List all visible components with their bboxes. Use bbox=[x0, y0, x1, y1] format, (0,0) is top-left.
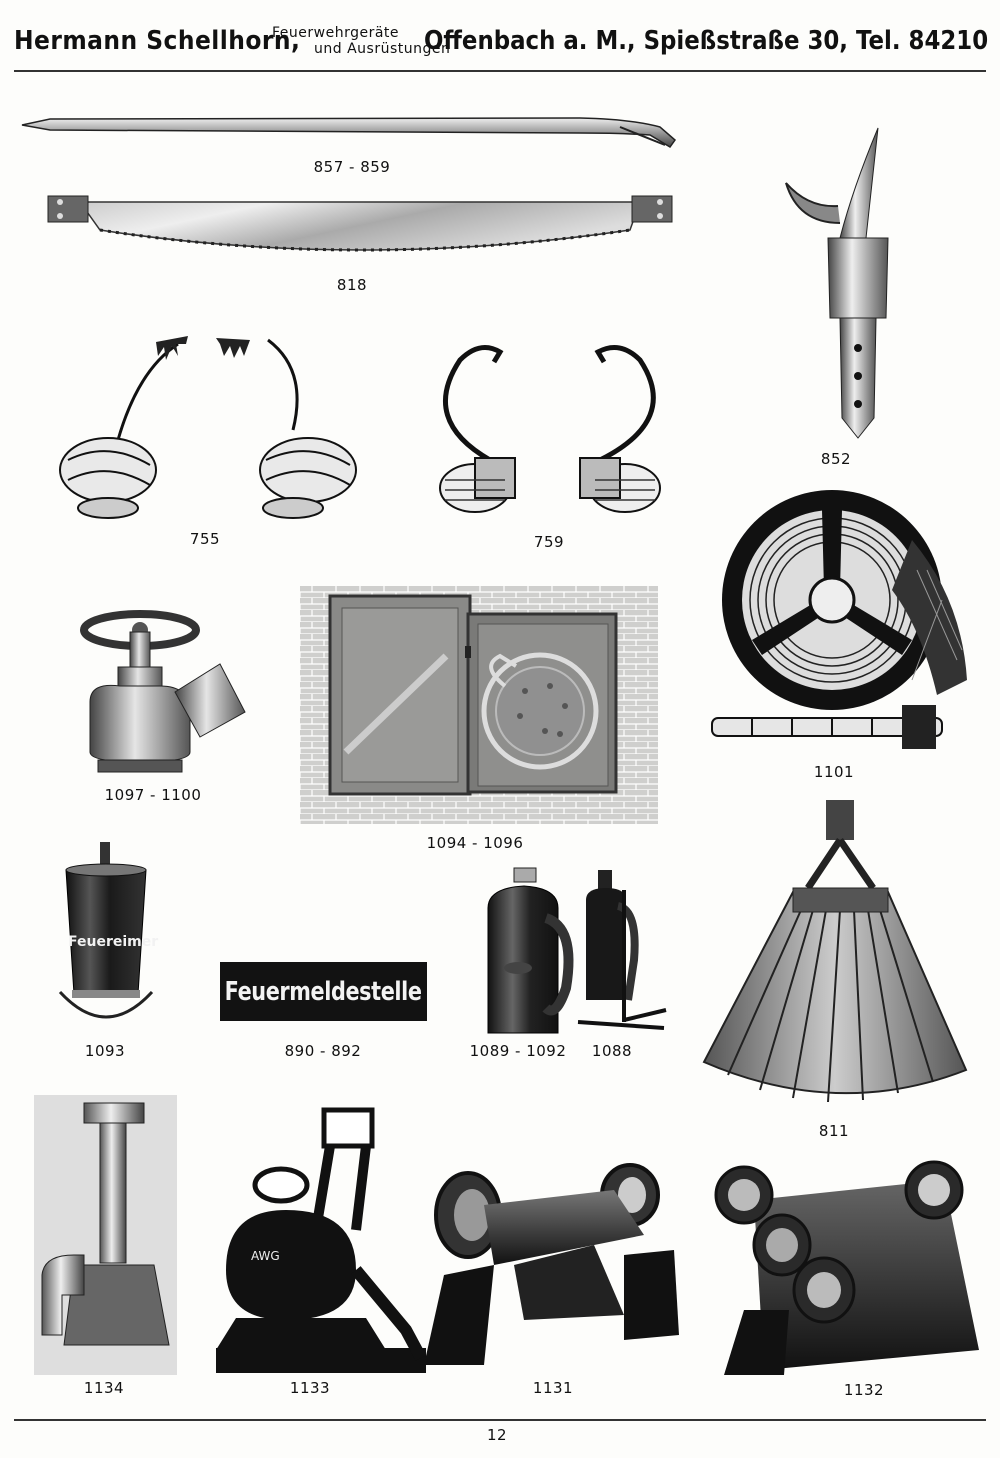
caption-811: 811 bbox=[818, 1122, 850, 1140]
pole-climbers-icon bbox=[430, 340, 670, 530]
caption-857-859: 857 - 859 bbox=[313, 158, 391, 176]
two-man-saw-icon bbox=[40, 190, 680, 270]
pump-coupling-icon bbox=[216, 1110, 426, 1375]
caption-755: 755 bbox=[189, 530, 221, 548]
svg-text:AWG: AWG bbox=[251, 1249, 280, 1263]
caption-1134: 1134 bbox=[83, 1379, 125, 1397]
sign-text: Feuermeldestelle bbox=[225, 976, 422, 1007]
fire-beater-icon bbox=[698, 800, 972, 1115]
company-name: Hermann Schellhorn, bbox=[14, 26, 301, 56]
hose-cabinet-icon bbox=[300, 586, 658, 824]
tagline-line-2: und Ausrüstungen bbox=[314, 41, 451, 57]
caption-1132: 1132 bbox=[843, 1381, 885, 1399]
bucket-label: Feuereimer bbox=[68, 934, 159, 950]
footer-rule bbox=[14, 1419, 986, 1421]
two-way-manifold-icon bbox=[424, 1165, 682, 1375]
extinguisher-icon bbox=[476, 868, 576, 1038]
caption-1088: 1088 bbox=[591, 1042, 633, 1060]
tagline-line-1: Feuerwehrgeräte bbox=[272, 25, 400, 41]
standpipe-icon bbox=[34, 1095, 177, 1375]
caption-1089-1092: 1089 - 1092 bbox=[469, 1042, 567, 1060]
fire-hook-icon bbox=[778, 128, 898, 448]
page-number: 12 bbox=[486, 1426, 508, 1444]
caption-1094-1096: 1094 - 1096 bbox=[426, 834, 524, 852]
climbing-irons-icon bbox=[38, 330, 368, 530]
caption-1133: 1133 bbox=[289, 1379, 331, 1397]
caption-759: 759 bbox=[533, 533, 565, 551]
company-address: Offenbach a. M., Spießstraße 30, Tel. 84210 bbox=[423, 26, 988, 56]
caption-1093: 1093 bbox=[84, 1042, 126, 1060]
caption-852: 852 bbox=[820, 450, 852, 468]
caption-1101: 1101 bbox=[813, 763, 855, 781]
three-way-manifold-icon bbox=[714, 1160, 986, 1382]
caption-1131: 1131 bbox=[532, 1379, 574, 1397]
extinguisher-stand-icon bbox=[578, 870, 668, 1030]
caption-890-892: 890 - 892 bbox=[284, 1042, 362, 1060]
crowbar-icon bbox=[20, 105, 680, 155]
hose-reel-icon bbox=[712, 480, 992, 760]
hydrant-valve-icon bbox=[80, 612, 250, 782]
caption-818: 818 bbox=[336, 276, 368, 294]
caption-1097-1100: 1097 - 1100 bbox=[104, 786, 202, 804]
enamel-sign-icon bbox=[220, 962, 427, 1021]
header-rule bbox=[14, 70, 986, 72]
